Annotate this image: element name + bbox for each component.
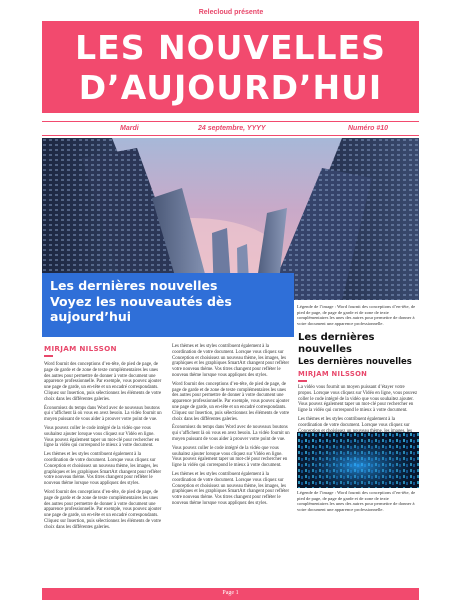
- page-footer: [42, 588, 419, 600]
- paragraph: Les thèmes et les styles contribuent également à la coordination de votre document. Lorsque vous cliquez sur Conception et choisissez un nouveau thème, les images, les graphiques et les graphiques SmartArt changent pour refléter votre nouveau thème. Vos titres changent pour refléter le nouveau thème lorsque vous appliquez des styles.: [172, 471, 290, 506]
- paragraph: Word fournit des conceptions d’en-tête, de pied de page, de page de garde et de zone de texte complémentaires les unes des autres pour permettre de donner à votre document une apparence professionnelle. Par exemple, vous pouvez ajouter une page de garde, un en-tête et un encadré correspondants. Cliquez sur Insertion, puis sélectionnez les éléments de votre choix dans les différentes galeries.: [44, 362, 162, 402]
- feature-headline-box: [42, 273, 294, 337]
- article-column-1: [44, 362, 162, 534]
- presenter-kicker: Relecloud présente: [198, 9, 264, 16]
- main-author: MIRJAM NILSSON: [44, 344, 117, 353]
- main-author-underline: [44, 355, 53, 357]
- paragraph: Vous pouvez coller le code intégré de la vidéo que vous souhaitez ajouter lorsque vous cliquez sur Vidéo en ligne. Vous pouvez également taper un mot-clé pour rechercher en ligne la vidéo qui correspond le mieux à votre document.: [44, 425, 160, 449]
- feature-subheading: Voyez les nouveautés dès aujourd’hui: [50, 294, 232, 324]
- sidebar-heading: Les dernières nouvelles: [298, 332, 375, 355]
- hero-caption: Légende de l’image : Word fournit des conceptions d’en-tête, de pied de page, de page de garde et de zone de texte complémentaires les unes des autres pour permettre de donner à votre document une apparence professionnelle.: [297, 304, 416, 326]
- paragraph: Économisez du temps dans Word avec de nouveaux boutons qui s’affichent là où vous en avez besoin. La vidéo fournit un moyen puissant de vous aider à prouver votre point de vue.: [172, 425, 290, 442]
- issue-day: Mardi: [120, 125, 139, 132]
- paragraph: Les thèmes et les styles contribuent également à la coordination de votre document. Lorsque vous cliquez sur: [298, 416, 410, 428]
- masthead-banner: [42, 21, 419, 113]
- page-number: Page 1: [222, 590, 239, 596]
- paragraph: Word fournit des conceptions d’en-tête, de pied de page, de page de garde et de zone de texte complémentaires les unes des autres pour permettre de donner à votre document une apparence professionnelle. Par exemple, vous pouvez ajouter une page de garde, un en-tête et un encadré correspondants. Cliquez sur Insertion, puis sélectionnez les éléments de votre choix dans les différentes galeries.: [44, 489, 162, 530]
- sidebar-author: MIRJAM NILSSON: [298, 370, 368, 378]
- paragraph: Word fournit des conceptions d’en-tête, de pied de page, de page de garde et de zone de texte complémentaires les unes des autres pour permettre de donner à votre document une apparence professionnelle. Par exemple, vous pouvez ajouter une page de garde, un en-tête et un encadré correspondants. Cliquez sur Insertion, puis sélectionnez les éléments de votre choix dans les différentes galeries.: [172, 381, 290, 422]
- paragraph: La vidéo vous fournit un moyen puissant d’étayer votre propos. Lorsque vous cliquez sur Vidéo en ligne, vous pouvez coller le code intégré de la vidéo que vous souhaitez ajouter. Vous pouvez également taper un mot-clé pour rechercher en ligne la vidéo qui correspond le mieux à votre document.: [298, 385, 418, 414]
- paragraph: Économisez du temps dans Word avec de nouveaux boutons qui s’affichent là où vous en avez besoin. La vidéo fournit un moyen puissant de vous aider à prouver votre point de vue.: [44, 405, 162, 423]
- issue-number: Numéro #10: [348, 125, 389, 132]
- masthead-title-line2: D’AUJOURD’HUI: [78, 68, 383, 107]
- paragraph: Vous pouvez coller le code intégré de la vidéo que vous souhaitez ajouter lorsque vous cliquez sur Vidéo en ligne. Vous pouvez également taper un mot-clé pour rechercher en ligne la vidéo qui correspond le mieux à votre document.: [172, 445, 288, 469]
- sidebar-author-underline: [298, 380, 307, 382]
- article-column-2: [172, 344, 290, 510]
- bottom-rule: [42, 135, 419, 136]
- sidebar-subheading: Les dernières nouvelles: [298, 357, 412, 367]
- sidebar-image-caption: Légende de l’image : Word fournit des conceptions d’en-tête, de pied de page, de page de garde et de zone de texte complémentaires les unes des autres pour permettre de donner à votre document une apparence professionnelle.: [297, 490, 416, 512]
- paragraph: Les thèmes et les styles contribuent également à la coordination de votre document. Lorsque vous cliquez sur Conception et choisissez un nouveau thème, les images, les graphiques et les graphiques SmartArt changent pour refléter votre nouveau thème. Vos titres changent pour refléter le nouveau thème lorsque vous appliquez des styles.: [172, 344, 290, 378]
- paragraph: Les thèmes et les styles contribuent également à la coordination de votre document. Lorsque vous cliquez sur Conception et choisissez un nouveau thème, les images, les graphiques et les graphiques SmartArt changent pour refléter votre nouveau thème. Vos titres changent pour refléter le nouveau thème lorsque vous appliquez des styles.: [44, 452, 162, 487]
- top-rule: [42, 121, 419, 122]
- issue-date: 24 septembre, YYYY: [198, 125, 266, 132]
- masthead-title-line1: LES NOUVELLES: [75, 28, 386, 67]
- feature-heading: Les dernières nouvelles: [50, 278, 218, 293]
- sidebar-digital-image: [297, 432, 419, 488]
